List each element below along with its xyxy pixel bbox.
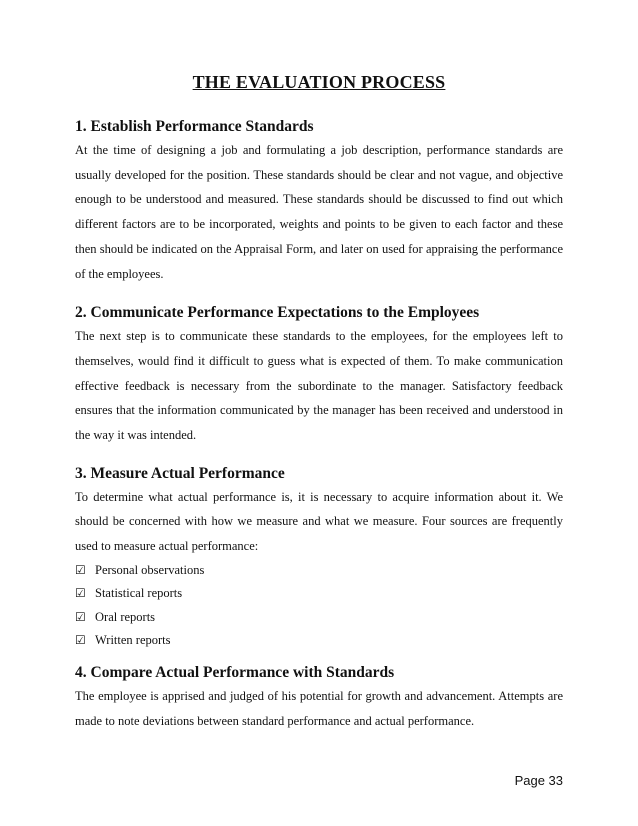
checkbox-checked-icon: ☑ — [75, 586, 86, 601]
list-item-label: Statistical reports — [95, 586, 183, 601]
section-heading: 4. Compare Actual Performance with Standards — [75, 663, 395, 681]
list-item — [75, 559, 563, 583]
paragraph-line: usually developed for the position. These standards should be clear and not vague, and objective — [75, 167, 563, 182]
section-paragraph — [75, 684, 563, 733]
paragraph-line: enough to be understood and measured. These standards should be discussed to find out which — [75, 192, 563, 207]
section-establish-standards — [75, 116, 563, 286]
list-item — [75, 582, 563, 606]
document-body — [75, 116, 563, 733]
paragraph-line: ensures that the information communicated by the manager has been received and understood in — [75, 403, 563, 418]
paragraph-line: The next step is to communicate these standards to the employees, for the employees left to — [75, 329, 563, 344]
list-item-label: Written reports — [95, 633, 171, 648]
paragraph-line: To determine what actual performance is, it is necessary to acquire information about it. We — [75, 489, 563, 504]
paragraph-line: used to measure actual performance: — [75, 539, 259, 554]
section-paragraph — [75, 485, 563, 559]
paragraph-line: should be concerned with how we measure and what we measure. Four sources are frequently — [75, 514, 563, 529]
paragraph-line: At the time of designing a job and formulating a job description, performance standards are — [75, 143, 563, 157]
list-item-label: Oral reports — [95, 609, 156, 624]
page-title: THE EVALUATION PROCESS — [192, 72, 446, 92]
list-item — [75, 606, 563, 630]
paragraph-line: effective feedback is necessary from the subordinate to the manager. Satisfactory feedback — [75, 378, 563, 393]
list-item-label: Personal observations — [95, 562, 205, 577]
paragraph-line: the way it was intended. — [75, 428, 197, 443]
page-number: Page 33 — [514, 773, 563, 788]
section-compare-performance — [75, 662, 563, 733]
paragraph-line: The employee is apprised and judged of his potential for growth and advancement. Attempts are — [75, 688, 563, 703]
paragraph-line: of the employees. — [75, 266, 164, 281]
section-measure-performance — [75, 463, 563, 653]
list-item — [75, 629, 563, 653]
paragraph-line: themselves, would find it difficult to guess what is expected of them. To make communication — [75, 353, 563, 368]
section-heading: 1. Establish Performance Standards — [75, 118, 314, 135]
sources-list — [75, 559, 563, 653]
section-paragraph — [75, 138, 563, 286]
section-paragraph — [75, 324, 563, 448]
section-heading: 3. Measure Actual Performance — [75, 464, 285, 482]
section-heading: 2. Communicate Performance Expectations to the Employees — [75, 304, 480, 322]
checkbox-checked-icon: ☑ — [75, 562, 86, 577]
checkbox-checked-icon: ☑ — [75, 609, 86, 624]
paragraph-line: different factors are to be incorporated, weights and points to be given to each factor and these — [75, 217, 563, 232]
paragraph-line: made to note deviations between standard performance and actual performance. — [75, 713, 475, 728]
checkbox-checked-icon: ☑ — [75, 633, 86, 648]
paragraph-line: then should be indicated on the Appraisal Form, and later on used for appraising the performance — [75, 241, 563, 256]
section-communicate-expectations — [75, 302, 563, 448]
